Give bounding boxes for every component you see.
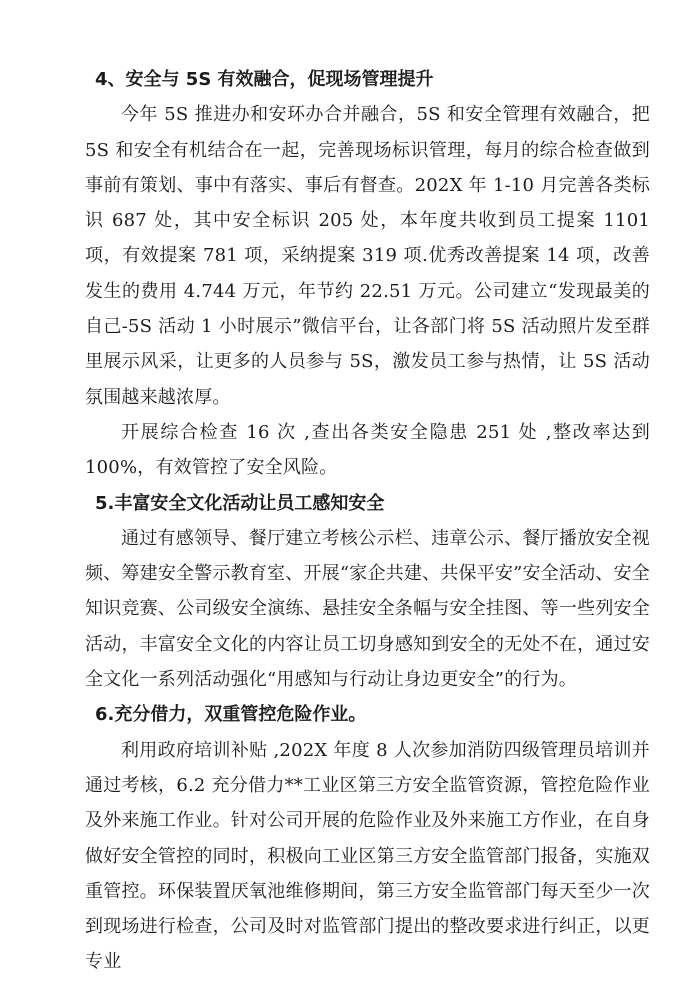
section-4-heading: 4、安全与 5S 有效融合，促现场管理提升	[95, 69, 434, 90]
document-page	[85, 62, 650, 980]
section-4-paragraph-2: 开展综合检查 16 次 ,查出各类安全隐患 251 处 ,整改率达到 100%，有效管控了安全风险。	[85, 421, 650, 479]
section-4-paragraph-1: 今年 5S 推进办和安环办合并融合，5S 和安全管理有效融合，把 5S 和安全有机结合在一起，完善现场标识管理，每月的综合检查做到事前有策划、事中有落实、事后有督查。202X 年 1-10 月完善各类标识 687 处，其中安全标识 205 处，本年度共收到员工提案 1101 项，有效提案 781 项，采纳提案 319 项.优秀改善提案 14 项，改善发生的费用 4.744 万元，年节约 22.51 万元。公司建立“发现最美的自己-5S 活动 1 小时展示”微信平台，让各部门将 5S 活动照片发至群里展示风采，让更多的人员参与 5S，激发员工参与热情，让 5S 活动氛围越来越浓厚。	[85, 104, 650, 408]
section-5-paragraph-1: 通过有感领导、餐厅建立考核公示栏、违章公示、餐厅播放安全视频、筹建安全警示教育室、开展“家企共建、共保平安”安全活动、安全知识竞赛、公司级安全演练、悬挂安全条幅与安全挂图、等一些列安全活动，丰富安全文化的内容让员工切身感知到安全的无处不在，通过安全文化一系列活动强化“用感知与行动让身边更安全”的行为。	[85, 527, 650, 691]
section-6-paragraph-1: 利用政府培训补贴 ,202X 年度 8 人次参加消防四级管理员培训并通过考核，6.2 充分借力**工业区第三方安全监管资源，管控危险作业及外来施工作业。针对公司开展的危险作业及外来施工方作业，在自身做好安全管控的同时，积极向工业区第三方安全监管部门报备，实施双重管控。环保装置厌氧池维修期间，第三方安全监管部门每天至少一次到现场进行检查，公司及时对监管部门提出的整改要求进行纠正，以更专业	[85, 739, 650, 973]
section-5-heading: 5.丰富安全文化活动让员工感知安全	[95, 492, 385, 514]
section-6-heading: 6.充分借力，双重管控危险作业。	[95, 704, 367, 726]
